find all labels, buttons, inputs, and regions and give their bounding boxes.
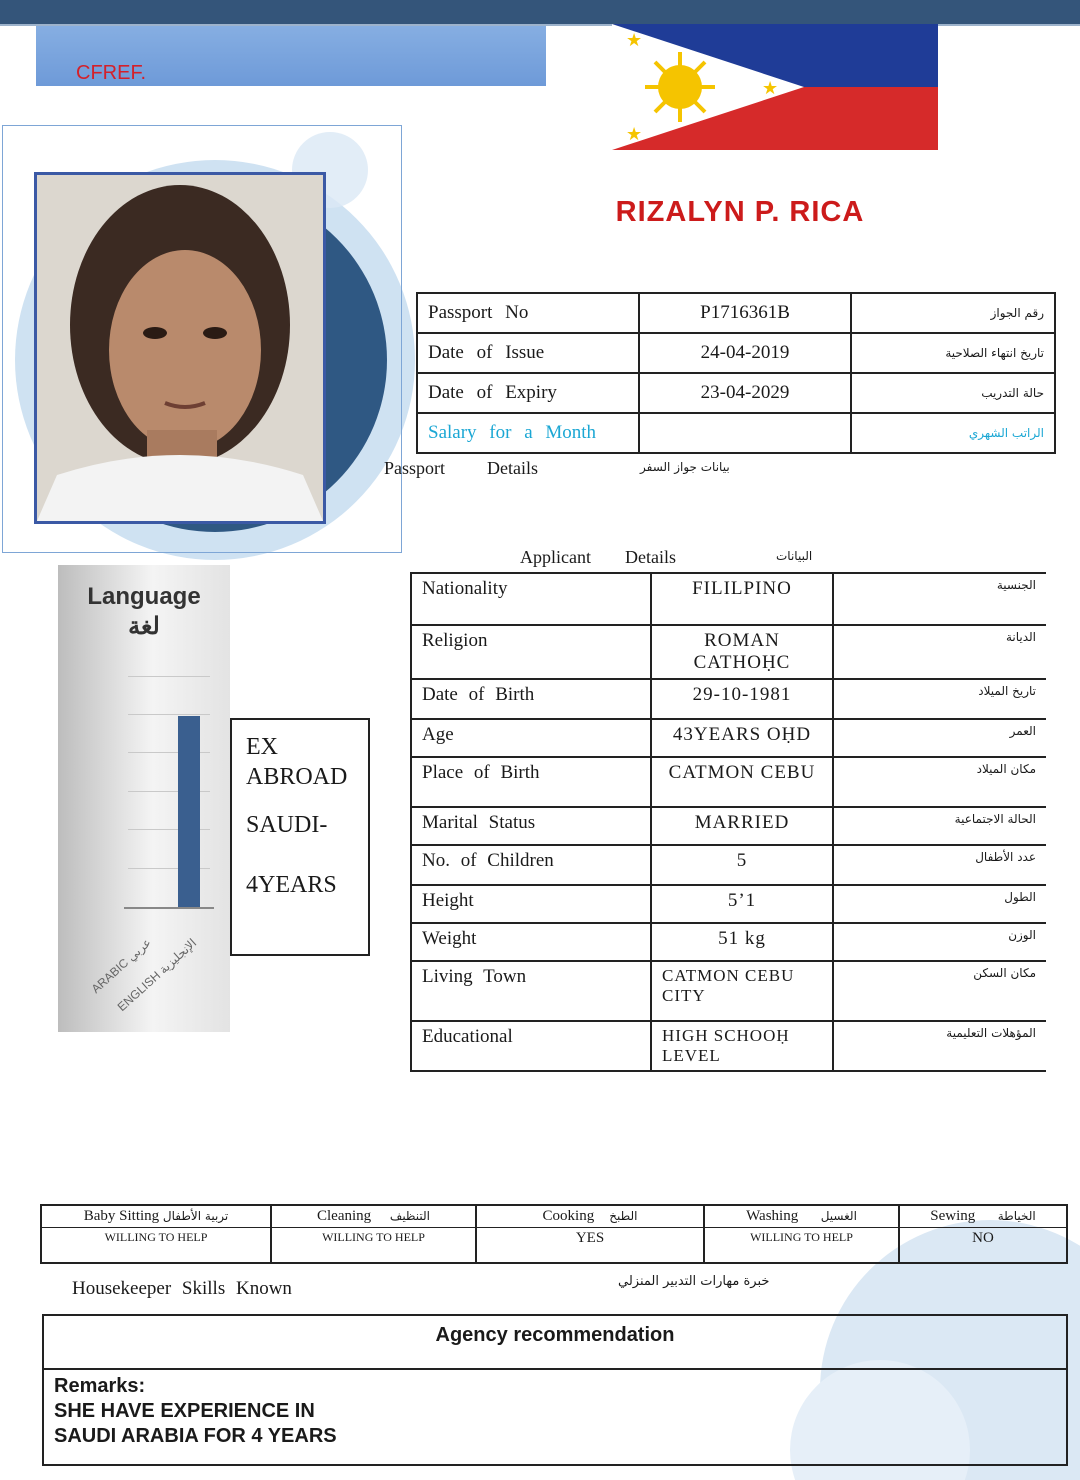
age-arabic: العمر xyxy=(833,719,1046,757)
table-row xyxy=(411,625,1046,679)
religion-arabic: الديانة xyxy=(833,625,1046,679)
height-label: Height xyxy=(411,885,651,923)
passport-no-value: P1716361B xyxy=(639,293,851,333)
remarks-line: SHE HAVE EXPERIENCE IN xyxy=(54,1400,315,1422)
experience-line: SAUDI- xyxy=(246,812,328,838)
table-row xyxy=(41,1228,1067,1264)
skill-name-ar: تربية الأطفال xyxy=(162,1209,229,1223)
passport-table xyxy=(416,292,1056,454)
pob-label: Place of Birth xyxy=(411,757,651,807)
skill-value: YES xyxy=(476,1228,704,1264)
table-row xyxy=(417,373,1055,413)
dob-value: 29-10-1981 xyxy=(651,679,833,719)
skill-header xyxy=(41,1205,271,1228)
living-town-arabic: مكان السكن xyxy=(833,961,1046,1021)
age-label: Age xyxy=(411,719,651,757)
living-town-label: Living Town xyxy=(411,961,651,1021)
table-row xyxy=(411,923,1046,961)
pob-value: CATMON CEBU xyxy=(651,757,833,807)
svg-text:★: ★ xyxy=(762,78,779,99)
language-title xyxy=(60,582,228,642)
recommendation-box xyxy=(42,1314,1068,1466)
svg-text:★: ★ xyxy=(626,30,643,51)
weight-label: Weight xyxy=(411,923,651,961)
table-row xyxy=(411,757,1046,807)
weight-arabic: الوزن xyxy=(833,923,1046,961)
skill-header xyxy=(704,1205,899,1228)
issue-date-label: Date of Issue xyxy=(417,333,639,373)
applicant-photo xyxy=(34,172,326,524)
living-town-value: CATMON CEBU CITY xyxy=(651,961,833,1021)
skills-caption-arabic: خبرة مهارات التدبير المنزلي xyxy=(618,1274,770,1289)
passport-caption: Passport xyxy=(384,458,446,478)
skills-caption: Housekeeper Skills Known xyxy=(72,1278,292,1299)
religion-label: Religion xyxy=(411,625,651,679)
table-row xyxy=(411,679,1046,719)
portrait-icon xyxy=(37,175,323,521)
marital-label: Marital Status xyxy=(411,807,651,845)
salary-value xyxy=(639,413,851,453)
skill-name-ar: التنظيف xyxy=(389,1209,431,1223)
recommendation-title: Agency recommendation xyxy=(435,1324,675,1346)
philippines-flag-icon xyxy=(612,24,938,150)
experience-box xyxy=(230,718,370,956)
applicant-details-caption: Details xyxy=(625,547,676,567)
table-row xyxy=(417,293,1055,333)
skill-name: Washing xyxy=(746,1208,799,1224)
salary-label: Salary for a Month xyxy=(417,413,639,453)
marital-value: MARRIED xyxy=(651,807,833,845)
table-row xyxy=(411,845,1046,885)
language-label-arabic: ARABIC عربي xyxy=(88,935,154,996)
table-row xyxy=(417,413,1055,453)
passport-caption-arabic: بيانات جواز السفر xyxy=(640,460,730,474)
issue-date-value: 24-04-2019 xyxy=(639,333,851,373)
svg-text:★: ★ xyxy=(626,124,643,145)
language-title-en: Language xyxy=(87,583,201,610)
language-bar-english xyxy=(178,716,200,908)
remarks-label: Remarks: xyxy=(54,1375,146,1397)
skill-name-ar: الغسيل xyxy=(820,1209,857,1223)
pob-arabic: مكان الميلاد xyxy=(833,757,1046,807)
education-arabic: المؤهلات التعليمية xyxy=(833,1021,1046,1071)
children-arabic: عدد الأطفال xyxy=(833,845,1046,885)
experience-line: 4YEARS xyxy=(246,872,337,898)
table-row xyxy=(411,961,1046,1021)
dob-label: Date of Birth xyxy=(411,679,651,719)
cfref-code: CFREF. xyxy=(76,62,146,84)
applicant-caption: Applicant xyxy=(520,547,591,567)
remarks xyxy=(54,1374,337,1449)
table-row xyxy=(411,807,1046,845)
skill-name-ar: الطبخ xyxy=(609,1209,638,1223)
applicant-name: RIZALYN P. RICA xyxy=(615,196,865,228)
top-banner xyxy=(0,0,1080,24)
passport-no-arabic: رقم الجواز xyxy=(851,293,1055,333)
expiry-date-value: 23-04-2029 xyxy=(639,373,851,413)
expiry-date-label: Date of Expiry xyxy=(417,373,639,413)
skill-name: Sewing xyxy=(930,1208,976,1224)
language-title-ar: لغة xyxy=(128,613,160,640)
passport-no-label: Passport No xyxy=(417,293,639,333)
chart-gridline xyxy=(128,714,210,715)
children-value: 5 xyxy=(651,845,833,885)
recommendation-divider xyxy=(44,1368,1066,1370)
skill-header xyxy=(476,1205,704,1228)
age-value: 43YEARS OḤD xyxy=(651,719,833,757)
marital-arabic: الحالة الاجتماعية xyxy=(833,807,1046,845)
table-row xyxy=(41,1205,1067,1228)
skill-name-ar: الخياطة xyxy=(997,1209,1036,1223)
skill-value: NO xyxy=(899,1228,1067,1264)
issue-date-arabic: تاريخ انتهاء الصلاحية xyxy=(851,333,1055,373)
skill-value: WILLING TO HELP xyxy=(41,1228,271,1264)
height-arabic: الطول xyxy=(833,885,1046,923)
skill-name: Baby Sitting xyxy=(83,1208,160,1224)
chart-gridline xyxy=(128,676,210,677)
nationality-label: Nationality xyxy=(411,573,651,625)
skill-value: WILLING TO HELP xyxy=(271,1228,476,1264)
weight-value: 51 kg xyxy=(651,923,833,961)
table-row xyxy=(417,333,1055,373)
skill-header xyxy=(899,1205,1067,1228)
salary-arabic: الراتب الشهري xyxy=(851,413,1055,453)
expiry-date-arabic: حالة التدريب xyxy=(851,373,1055,413)
passport-details-caption: Details xyxy=(487,458,538,478)
height-value: 5’1 xyxy=(651,885,833,923)
experience-line: EX ABROAD xyxy=(246,734,348,790)
chart-axis xyxy=(124,907,214,909)
children-label: No. of Children xyxy=(411,845,651,885)
nationality-value: FILILPINO xyxy=(651,573,833,625)
language-label-english: ENGLISH الإنجليزية xyxy=(114,935,200,1014)
education-value: HIGH SCHOOḤ LEVEL xyxy=(651,1021,833,1071)
remarks-line: SAUDI ARABIA FOR 4 YEARS xyxy=(54,1425,337,1447)
table-row xyxy=(411,885,1046,923)
table-row xyxy=(411,1021,1046,1071)
applicant-table xyxy=(410,572,1046,1072)
skill-name: Cooking xyxy=(542,1208,595,1224)
education-label: Educational xyxy=(411,1021,651,1071)
skills-table xyxy=(40,1204,1068,1264)
skill-name: Cleaning xyxy=(316,1208,372,1224)
table-row xyxy=(411,573,1046,625)
dob-arabic: تاريخ الميلاد xyxy=(833,679,1046,719)
skill-value: WILLING TO HELP xyxy=(704,1228,899,1264)
table-row xyxy=(411,719,1046,757)
applicant-caption-arabic: البيانات xyxy=(776,549,813,563)
nationality-arabic: الجنسية xyxy=(833,573,1046,625)
religion-value: ROMAN CATHOḤC xyxy=(651,625,833,679)
skill-header xyxy=(271,1205,476,1228)
